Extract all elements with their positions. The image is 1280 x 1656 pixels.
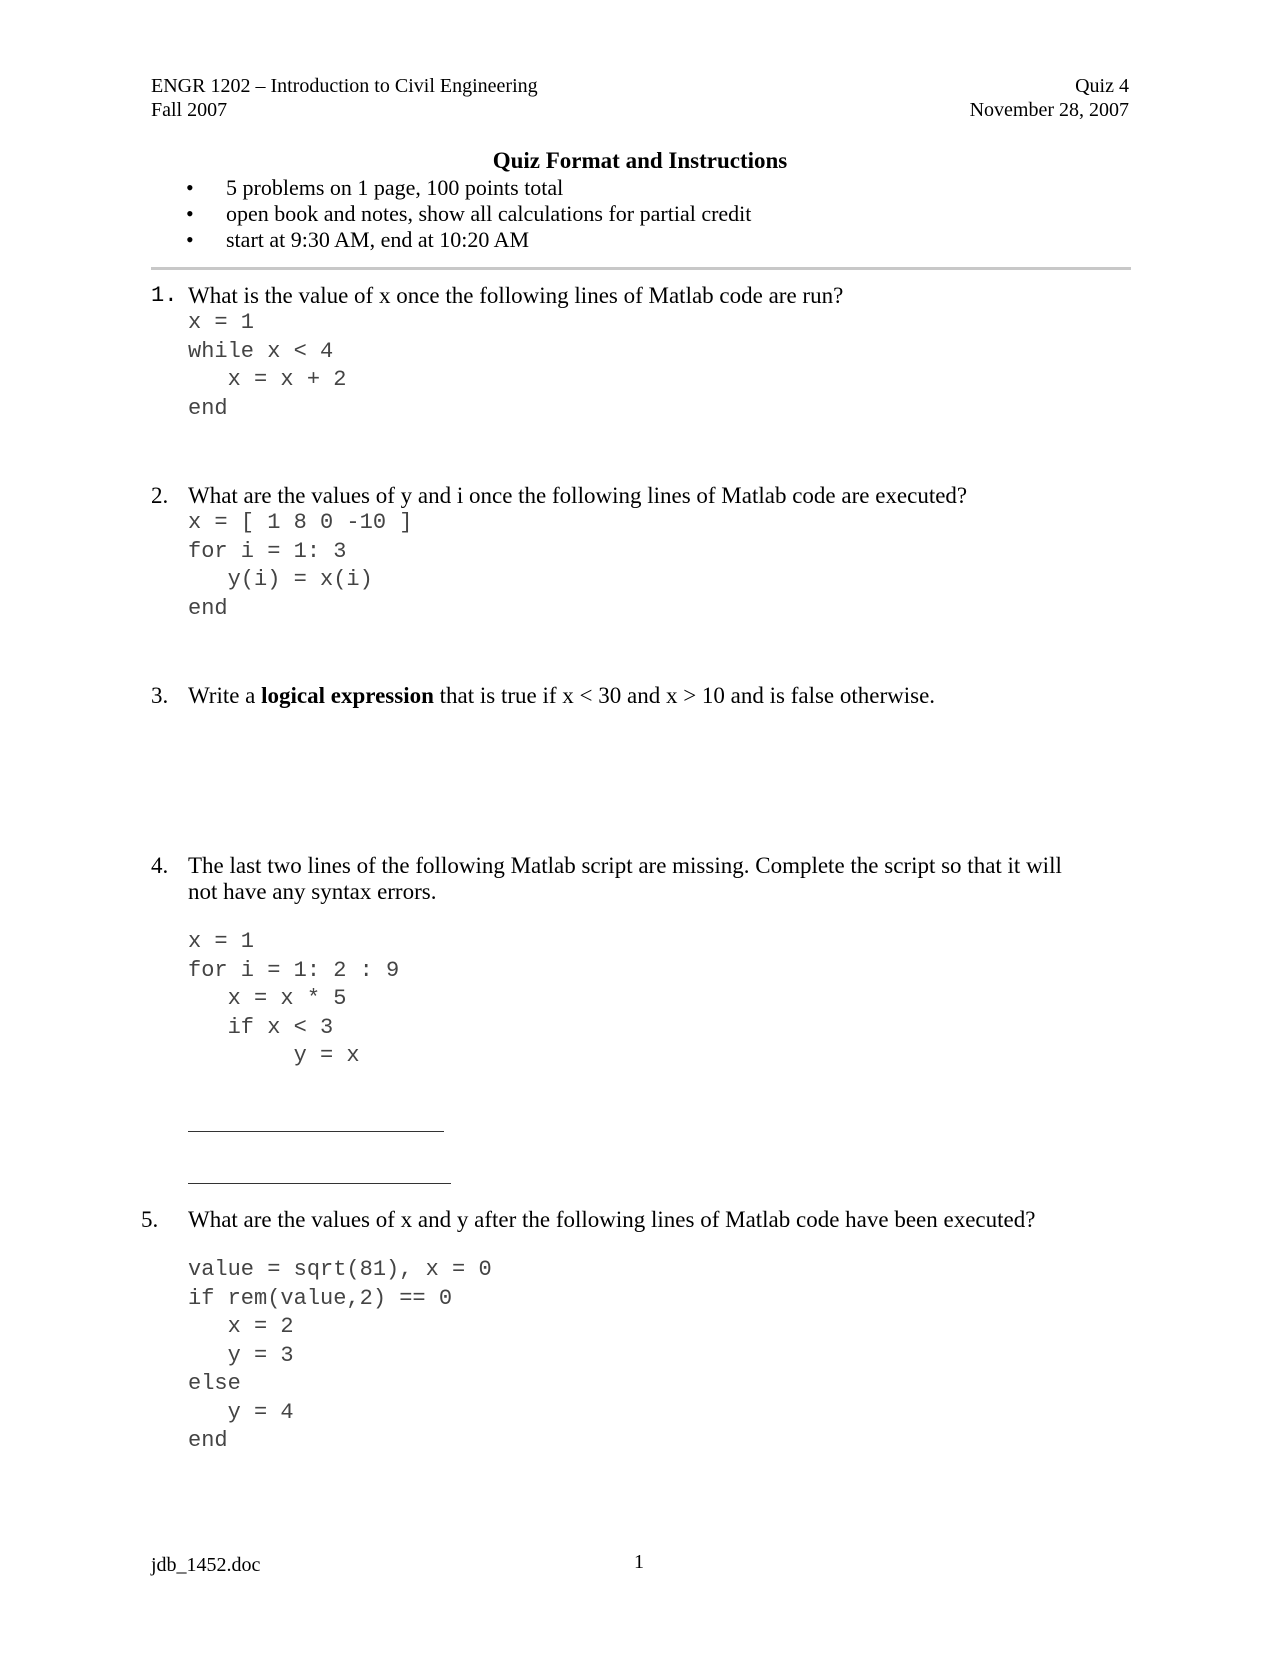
question-3-text — [188, 683, 935, 709]
page-number: 1 — [634, 1551, 644, 1573]
bullet-icon: • — [186, 227, 194, 252]
question-5-code: value = sqrt(81), x = 0 if rem(value,2) == 0 x = 2 y = 3 else y = 4 end — [188, 1257, 492, 1453]
question-5-text: What are the values of x and y after the following lines of Matlab code have been executed? — [188, 1207, 1036, 1232]
question-5-number: 5. — [141, 1207, 159, 1232]
instructions-title: Quiz Format and Instructions — [492, 148, 788, 173]
question-2-text: What are the values of y and i once the following lines of Matlab code are executed? — [188, 483, 968, 508]
instruction-item — [186, 201, 751, 227]
instructions-list — [186, 175, 751, 253]
question-4-text-line-2: not have any syntax errors. — [188, 879, 437, 904]
question-1-number: 1. — [151, 283, 178, 308]
instruction-text: start at 9:30 AM, end at 10:20 AM — [226, 227, 530, 252]
instruction-item — [186, 227, 751, 253]
term: Fall 2007 — [151, 99, 228, 121]
instruction-item — [186, 175, 751, 201]
question-2-number: 2. — [151, 483, 169, 508]
bullet-icon: • — [186, 175, 194, 200]
section-divider — [151, 267, 1131, 270]
quiz-label: Quiz 4 — [1075, 75, 1129, 97]
question-3-text-end: that is true if x < 30 and x > 10 and is false otherwise. — [433, 683, 936, 708]
question-1-text: What is the value of x once the following lines of Matlab code are run? — [188, 283, 844, 308]
instruction-text: 5 problems on 1 page, 100 points total — [226, 175, 564, 200]
question-3-text-start: Write a — [188, 683, 262, 708]
question-2-code: x = [ 1 8 0 -10 ] for i = 1: 3 y(i) = x(i) end — [188, 510, 413, 621]
logical-expression-emphasis: logical expression — [261, 683, 434, 708]
bullet-icon: • — [186, 201, 194, 226]
answer-blank-line-2[interactable] — [188, 1183, 451, 1184]
question-4-text-line-1: The last two lines of the following Matlab script are missing. Complete the script so that it will — [188, 853, 1062, 878]
question-4-code: x = 1 for i = 1: 2 : 9 x = x * 5 if x < 3 y = x — [188, 929, 400, 1068]
question-3-number: 3. — [151, 683, 169, 708]
question-1-code: x = 1 while x < 4 x = x + 2 end — [188, 310, 347, 421]
answer-blank-line-1[interactable] — [188, 1131, 444, 1132]
question-4-number: 4. — [151, 853, 169, 878]
course-title: ENGR 1202 – Introduction to Civil Engineering — [151, 75, 538, 97]
instruction-text: open book and notes, show all calculations for partial credit — [226, 201, 752, 226]
quiz-date: November 28, 2007 — [969, 99, 1129, 121]
footer-filename: jdb_1452.doc — [151, 1554, 261, 1576]
